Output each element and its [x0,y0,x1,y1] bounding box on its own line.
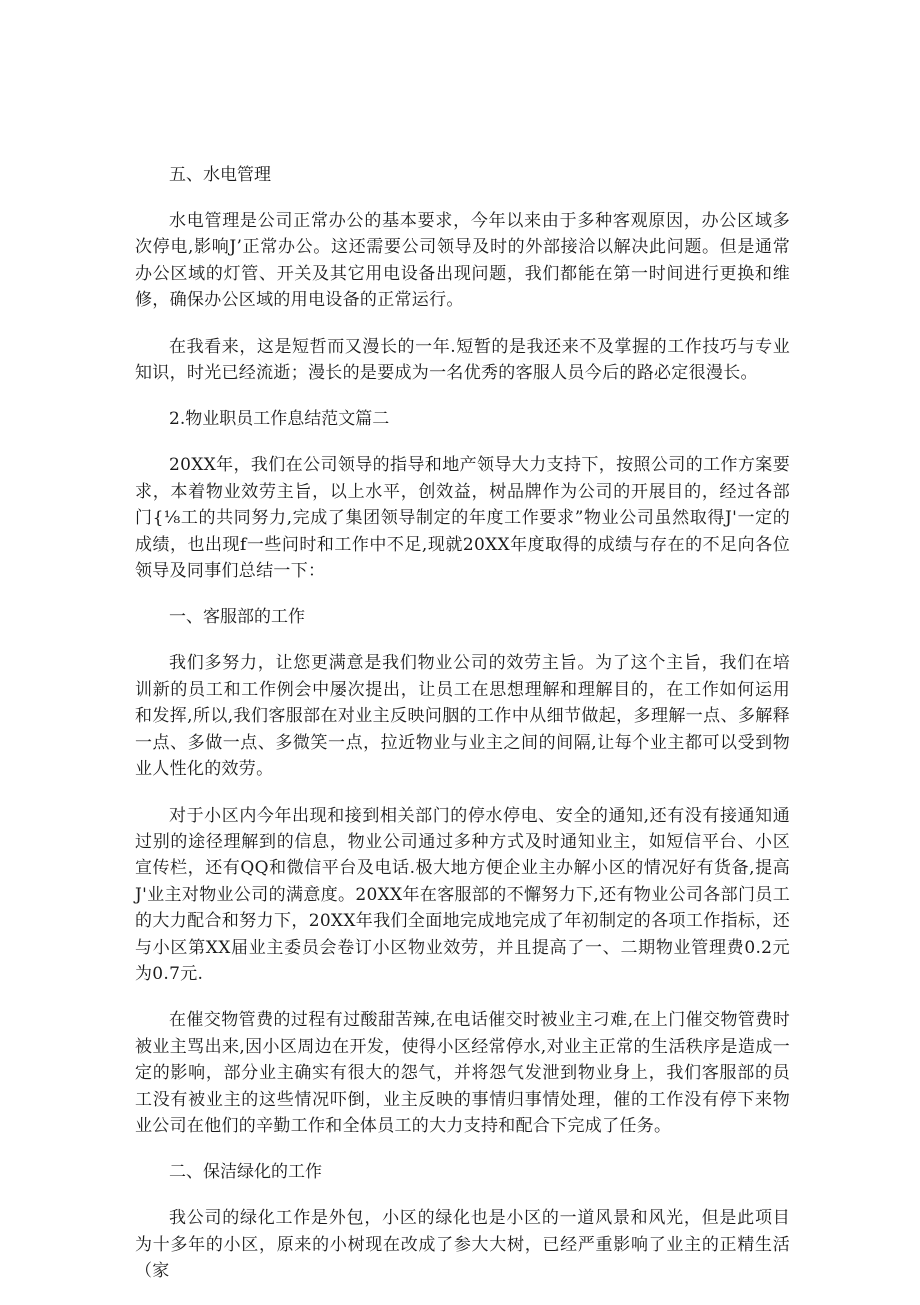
paragraph: 在我看来，这是短哲而又漫长的一年.短暂的是我还来不及掌握的工作技巧与专业知识，时光已经流逝；漫长的是要成为一名优秀的客服人员今后的路必定很漫长。 [135,336,790,384]
document-page [135,162,790,1305]
paragraph: 我们多努力，让您更满意是我们物业公司的效劳主旨。为了这个主旨，我们在培训新的员工和工作例会中屡次提出，让员工在思想理解和理解目的，在工作如何运用和发挥,所以,我们客服部在对业主反映问胭的工作中从细节做起，多理解一点、多解释一点、多做一点、多微笑一点，拉近物业与业主之间的间隔,让每个业主都可以受到物业人性化的效劳。 [135,653,790,780]
section-heading-cleaning-greening: 二、保洁绿化的工作 [169,1162,322,1183]
section-heading-customer-service: 一、客服部的工作 [169,607,305,628]
section-heading-article-two: 2.物业职员工作息结范文篇二 [169,409,390,430]
paragraph: 20XX年，我们在公司领导的指导和地产领导大力支持下，按照公司的工作方案要求，本着物业效劳主旨，以上水平，创效益，树品牌作为公司的开展目的，经过各部门{⅛工的共同努力,完成了集团领导制定的年度工作要求”物业公司虽然取得J'一定的成绩，也出现f一些问时和工作中不足,现就20XX年度取得的成绩与存在的不足向各位领导及同事们总结一下： [135,455,790,582]
paragraph: 对于小区内今年出现和接到相关部门的停水停电、安全的通知,还有没有接通知通过别的途径理解到的信息，物业公司通过多种方式及时通知业主，如短信平台、小区宣传栏，还有QQ和微信平台及电话.极大地方便企业主办解小区的情况好有货备,提高J'业主对物业公司的满意度。20XX年在客服部的不懈努力下,还有物业公司各部门员工的大力配合和努力下，20XX年我们全面地完成地完成了年初制定的各项工作指标，还与小区第XX届业主委员会卷订小区物业效劳，并且提高了一、二期物业管理费0.2元为0.7元. [135,805,790,984]
paragraph: 水电管理是公司正常办公的基本要求，今年以来由于多种客观原因，办公区域多次停电,影响J’正常办公。这还需要公司领导及时的外部接洽以解决此问题。但是通常办公区域的灯管、开关及其它用电设备出现问题，我们都能在第一时间进行更换和维修，确保办公区域的用电设备的正常运行。 [135,211,790,311]
section-heading-water-electric: 五、水电管理 [169,165,271,185]
paragraph: 在催交物管费的过程有过酸甜苦辣,在电话催交时被业主刁难,在上门催交物管费时被业主骂出来,因小区周边在开发，使得小区经常停水,对业主正常的生活秩序是造成一定的影响，部分业主确实有很大的怨气，并将怨气发泄到物业身上，我们客服部的员工没有被业主的这些情况吓倒，业主反映的事情归事情处理，催的工作没有停下来物业公司在他们的辛勤工作和全体员工的大力支持和配合下完成了任务。 [135,1010,790,1136]
paragraph: 我公司的绿化工作是外包，小区的绿化也是小区的一道风景和风光，但是此项目为十多年的小区，原来的小树现在改成了参大大树，已经严重影响了业主的正精生活（家 [135,1208,790,1282]
